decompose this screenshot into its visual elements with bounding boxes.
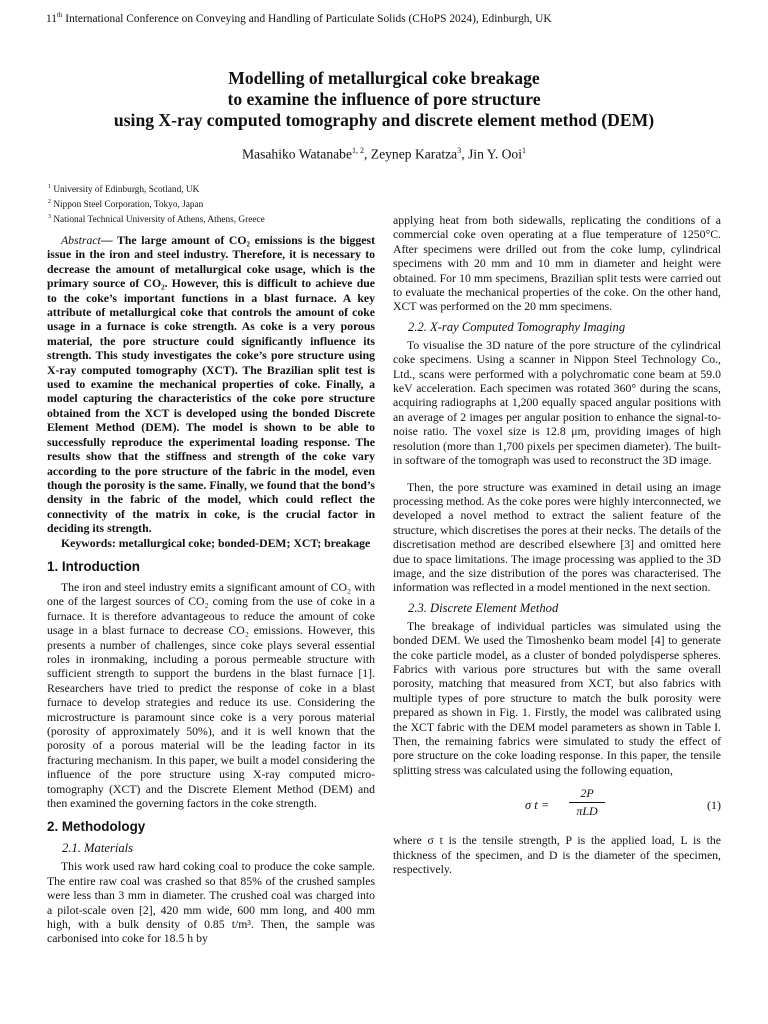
subsection-heading-materials: 2.1. Materials bbox=[62, 841, 134, 856]
left-column bbox=[47, 234, 375, 947]
materials-paragraph-continued: applying heat from both sidewalls, replicating the conditions of a commercial coke oven operating at a flue temperature of 1250°C. After specimens were drilled out from the coke lump, cylindrical specimens with 20 mm and 10 mm in diameter and height were obtained. For 10 mm specimens, Brazilian split tests were carried out to evaluate the mechanical properties of the coke. On the other hand, XCT was performed on the 20 mm specimens. bbox=[393, 214, 721, 314]
affiliation-2: $^2$ Nippon Steel Corporation, Tokyo, Japan bbox=[48, 198, 204, 210]
equation-numerator: 2P bbox=[569, 786, 605, 802]
keywords: Keywords: metallurgical coke; bonded-DEM; XCT; breakage bbox=[61, 536, 371, 550]
abstract: Abstract— The large amount of CO₂ emissions is the biggest issue in the iron and steel industry. Therefore, it is necessary to decrease the amount of metallurgical coke usage, which is the primary source of CO₂. However, this is difficult to achieve due to the coke’s important functions in a blast furnace. A key attribute of metallurgical coke that controls the amount of coke usage in a furnace is coke strength. As coke is a very porous material, the pore structure could significantly influence its strength. This study investigates the coke’s pore structure using X-ray computed tomography (XCT). The Brazilian split test is used to examine the mechanical properties of coke. Finally, a model capturing the characteristics of the coke pore structure obtained from the XCT is developed using the bonded Discrete Element Method (DEM). The model is shown to be able to successfully reproduce the experimental loading response. The results show that the stiffness and strength of the coke vary according to the pore structure of the fabric in the model, even though the porosity is the same. Finally, we found that the bond’s density in the fabric of the model, which could reflect the connectivity of the matrix in coke, is the crucial factor in deciding its strength. bbox=[47, 234, 375, 536]
equation-1 bbox=[393, 784, 721, 830]
xct-paragraph-1: To visualise the 3D nature of the pore structure of the cylindrical coke specimens. Using a scanner in Nippon Steel Technology Co., Ltd., scans were performed with a polychromatic cone beam at 59.0 keV acceleration. Each specimen was rotated 360° during the scans, acquiring radiographs at 1,200 equally spaced angular positions with an average of 2 images per angular position to enhance the signal-to-noise ratio. The voxel size is 12.8 μm, providing images of high resolution (more than 1,700 pixels per specimen diameter). The built-in software of the tomograph was used to reconstruct the 3D image. bbox=[393, 338, 721, 468]
affiliation-3: $^3$ National Technical University of Athens, Athens, Greece bbox=[48, 213, 265, 225]
paper-title bbox=[0, 68, 768, 131]
dem-paragraph-1: The breakage of individual particles was simulated using the bonded DEM. We used the Timoshenko beam model [4] to generate the coke particle model, as a cluster of bonded polydisperse spheres. Fabrics with various pore structures but with the same overall porosity, matching that measured from XCT, but also fabrics with multiple types of pore structure to match the bulk porosity were prepared as shown in Fig. 1. Firstly, the model was calibrated using the XCT fabric with the DEM model parameters as shown in Table I. Then, the remaining fabrics were simulated to study the effect of pore structure on the coke loading response. In this paper, the tensile splitting stress was calculated using the following equation, bbox=[393, 619, 721, 777]
dem-paragraph-2: where σ t is the tensile strength, P is the applied load, L is the thickness of the specimen, and D is the diameter of the specimen, respectively. bbox=[393, 834, 721, 877]
equation-fraction bbox=[569, 786, 605, 818]
equation-lhs: σ t = bbox=[525, 798, 550, 813]
conference-header: 11th International Conference on Conveying and Handling of Particulate Solids (CHoPS 2024), Edinburgh, UK bbox=[46, 11, 552, 25]
section-heading-methodology: 2. Methodology bbox=[47, 819, 146, 835]
abstract-label: Abstract bbox=[61, 234, 101, 247]
subsection-heading-dem: 2.3. Discrete Element Method bbox=[408, 600, 559, 615]
title-line-1: Modelling of metallurgical coke breakage bbox=[228, 68, 540, 88]
right-column bbox=[393, 214, 721, 877]
equation-number: (1) bbox=[707, 798, 721, 813]
author-list: Masahiko Watanabe$^{1, 2}$, Zeynep Karatza$^3$, Jin Y. Ooi$^1$ bbox=[241, 146, 527, 162]
section-heading-introduction: 1. Introduction bbox=[47, 558, 140, 574]
affiliation-1: $^1$ University of Edinburgh, Scotland, UK bbox=[48, 184, 200, 196]
title-line-2: to examine the influence of pore structure bbox=[227, 89, 541, 109]
affiliations bbox=[48, 182, 265, 227]
materials-paragraph: This work used raw hard coking coal to produce the coke sample. The entire raw coal was crashed so that 85% of the crushed samples were less than 3 mm in diameter. The crushed coal was charged into a pilot-scale oven [2], 420 mm wide, 600 mm long, and 400 mm high, with a bulk density of 0.85 t/m³. Then, the sample was carbonised into coke for 18.5 h by bbox=[47, 860, 375, 946]
subsection-heading-xct: 2.2. X-ray Computed Tomography Imaging bbox=[408, 319, 626, 334]
equation-denominator: πLD bbox=[576, 803, 598, 818]
xct-paragraph-2: Then, the pore structure was examined in detail using an image processing method. As the coke pores were highly interconnected, we developed a novel method to extract the salient feature of the structure, which discretises the pores at their necks. The details of the discretisation method are described elsewhere [3] and omitted here due to space limitations. The image processing was applied to the 3D image, and the size distribution of the pores was characterised. The information was reflected in a model mentioned in the next section. bbox=[393, 480, 721, 595]
intro-paragraph: The iron and steel industry emits a significant amount of CO₂ with one of the largest sources of CO₂ coming from the use of coke in a furnace. It is therefore advantageous to reduce the amount of coke usage in a blast furnace to decrease CO₂ emissions. However, this presents a number of challenges, since coke plays several essential roles in ironmaking, including a porous permeable structure with sufficient strength to support the burdens in the blast furnace [1]. Researchers have tried to predict the response of coke in a blast furnace to develop strategies and reduce its use. Considering the microstructure is paramount since coke is a very porous material (porosity of approximately 50%), and it is well known that the porosity of a porous material will be the leading factor in its fracturing mechanism. In this paper, we built a model considering the influence of the pore structure using X-ray computed micro-tomography (XCT) and the Discrete Element Method (DEM) and then examined the governing factors in the coke strength. bbox=[47, 580, 375, 811]
title-line-3: using X-ray computed tomography and discrete element method (DEM) bbox=[113, 110, 655, 130]
